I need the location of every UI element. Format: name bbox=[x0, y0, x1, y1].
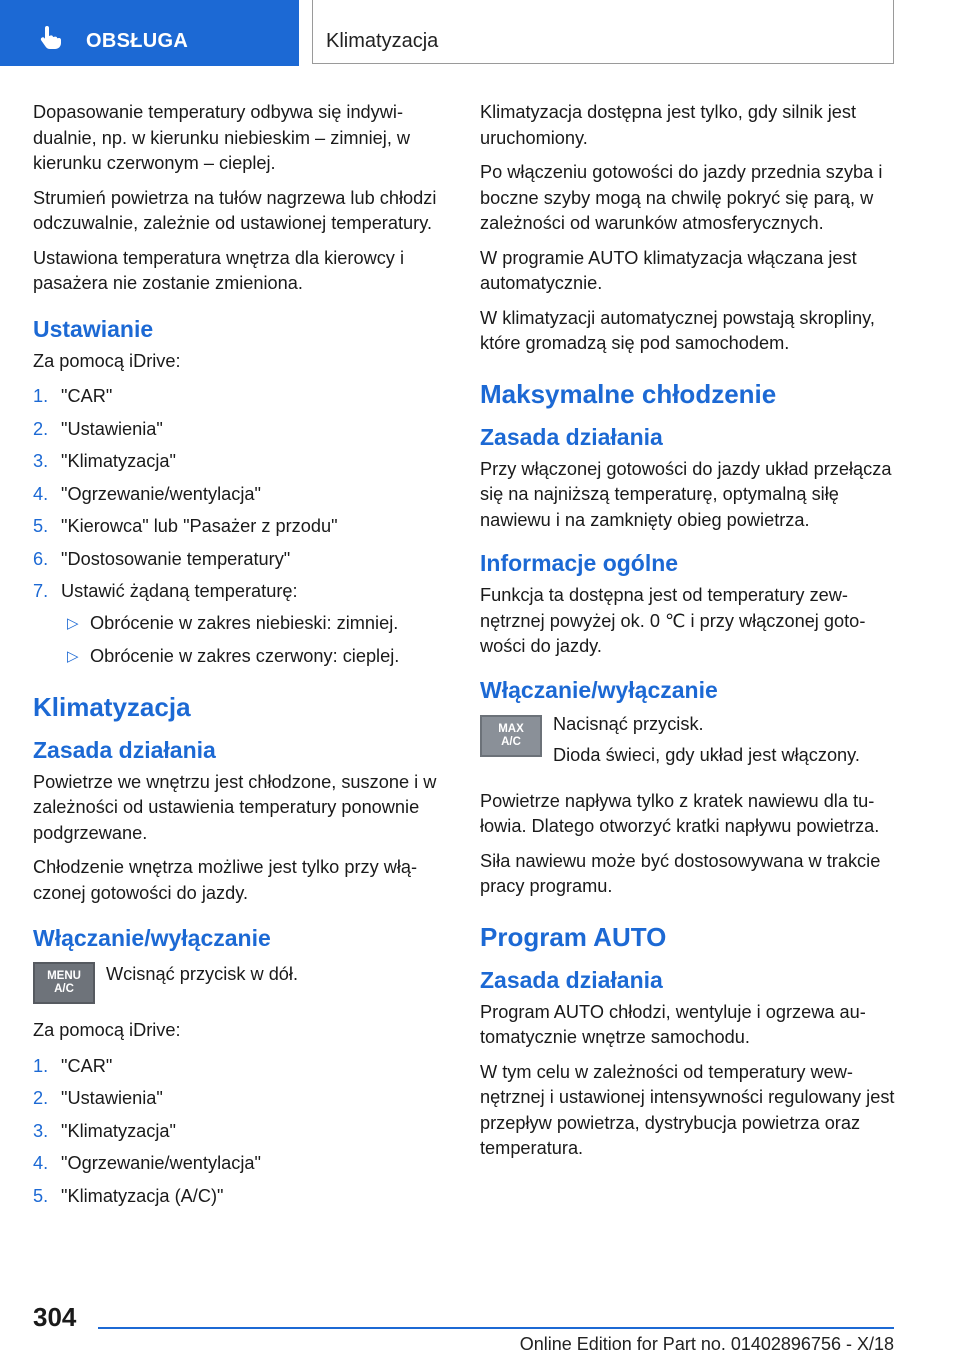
sub-list-item bbox=[61, 644, 451, 670]
heading-zasada-dzialania: Zasada działania bbox=[480, 423, 663, 450]
max-ac-button-icon bbox=[480, 715, 542, 757]
step-number: 3. bbox=[33, 1120, 49, 1141]
heading-wlaczanie: Włączanie/wyłączanie bbox=[480, 676, 718, 703]
list-item bbox=[33, 449, 451, 475]
step-number: 5. bbox=[33, 1185, 49, 1206]
paragraph: Funkcja ta dostępna jest od temperatury zewnętrznej powyżej ok. 0 ℃ i przy włączonej gotowości do jazdy. bbox=[480, 585, 866, 656]
paragraph: W tym celu w zależności od temperatury wewnętrznej i ustawionej intensywności regulowany jest przepływ powietrza, dystrybucja powietrza oraz temperatura. bbox=[480, 1061, 895, 1158]
button-label-line2: A/C bbox=[54, 983, 74, 995]
paragraph: Nacisnąć przycisk. bbox=[553, 713, 704, 734]
paragraph: Ustawiona temperatura wnętrza dla kierowcy i pasażera nie zostanie zmieniona. bbox=[33, 247, 404, 293]
paragraph: Strumień powietrza na tułów nagrzewa lub chłodzi odczuwalnie, zależnie od ustawionej temperatury. bbox=[33, 187, 437, 233]
step-text: "Klimatyzacja" bbox=[61, 451, 176, 471]
heading-maksymalne-chlodzenie: Maksymalne chłodzenie bbox=[480, 378, 777, 409]
step-number: 1. bbox=[33, 386, 49, 406]
step-text: "Ogrzewanie/wentylacja" bbox=[61, 483, 261, 504]
paragraph: Przy włączonej gotowości do jazdy układ przełącza się na najniższą temperaturę, optymalną siłę nawiewu i na zamknięty obieg powietrza. bbox=[480, 458, 892, 530]
sub-item-text: Obrócenie w zakres niebieski: zimniej. bbox=[90, 612, 399, 633]
step-number: 7. bbox=[33, 581, 49, 601]
step-number: 2. bbox=[33, 418, 49, 439]
heading-informacje-ogolne: Informacje ogólne bbox=[480, 550, 679, 576]
right-column bbox=[480, 100, 900, 1171]
heading-zasada-dzialania: Zasada działania bbox=[33, 736, 216, 763]
triangle-bullet-icon: ▷ bbox=[67, 648, 79, 665]
paragraph: Siła nawiewu może być dostosowywana w trakcie pracy programu. bbox=[480, 850, 881, 896]
footer-edition: Online Edition for Part no. 01402896756 - X/18 bbox=[519, 1334, 894, 1354]
step-text: "Kierowca" lub "Pasażer z przodu" bbox=[61, 516, 338, 536]
paragraph: Powietrze napływa tylko z kratek nawiewu dla tułowia. Dlatego otworzyć kratki napływu powietrza. bbox=[480, 790, 880, 836]
step-number: 6. bbox=[33, 548, 49, 569]
paragraph: Za pomocą iDrive: bbox=[33, 1020, 181, 1040]
paragraph: Wcisnąć przycisk w dół. bbox=[106, 964, 299, 984]
steps-list bbox=[33, 384, 451, 670]
step-number: 4. bbox=[33, 483, 49, 504]
heading-ustawianie: Ustawianie bbox=[33, 315, 154, 342]
button-label-line1: MAX bbox=[498, 722, 524, 735]
step-text: "Dostosowanie temperatury" bbox=[61, 548, 291, 569]
list-item bbox=[33, 514, 451, 540]
button-label-line2: A/C bbox=[501, 735, 521, 748]
list-item bbox=[33, 1054, 451, 1080]
list-item bbox=[33, 482, 451, 508]
triangle-bullet-icon: ▷ bbox=[67, 614, 79, 632]
section-title: OBSŁUGA bbox=[86, 30, 189, 52]
step-number: 5. bbox=[33, 516, 49, 536]
step-text: "Klimatyzacja" bbox=[61, 1120, 176, 1141]
paragraph: Dioda świeci, gdy układ jest włączony. bbox=[553, 745, 860, 765]
hand-pointer-icon bbox=[38, 24, 64, 50]
paragraph: Chłodzenie wnętrza możliwe jest tylko przy włączonej gotowości do jazdy. bbox=[33, 857, 418, 903]
steps-list bbox=[33, 1054, 451, 1210]
list-item bbox=[33, 1086, 451, 1112]
page-number: 304 bbox=[33, 1302, 77, 1332]
list-item bbox=[33, 1119, 451, 1145]
footer-divider bbox=[98, 1327, 894, 1329]
menu-ac-button-icon bbox=[33, 962, 95, 1004]
paragraph: W programie AUTO klimatyzacja włączana jest automatycznie. bbox=[480, 247, 857, 293]
paragraph: Za pomocą iDrive: bbox=[33, 350, 181, 371]
list-item bbox=[33, 579, 451, 670]
step-text: "CAR" bbox=[61, 386, 113, 406]
sub-item-text: Obrócenie w zakres czerwony: cieplej. bbox=[90, 646, 400, 666]
step-text: "Ustawienia" bbox=[61, 418, 163, 439]
heading-program-auto: Program AUTO bbox=[480, 921, 667, 952]
list-item bbox=[33, 384, 451, 410]
paragraph: Klimatyzacja dostępna jest tylko, gdy silnik jest uruchomiony. bbox=[480, 102, 857, 148]
button-text bbox=[106, 962, 298, 994]
left-column bbox=[33, 100, 451, 1221]
step-text: Ustawić żądaną temperaturę: bbox=[61, 581, 298, 601]
button-instruction bbox=[33, 962, 451, 1004]
page-header bbox=[0, 0, 960, 68]
step-number: 2. bbox=[33, 1088, 49, 1108]
sub-list bbox=[61, 611, 451, 670]
step-text: "CAR" bbox=[61, 1055, 113, 1076]
step-text: "Klimatyzacja (A/C)" bbox=[61, 1185, 224, 1206]
paragraph: Dopasowanie temperatury odbywa się indywidualnie, np. w kierunku niebieskim – zimniej, w kierunku czerwonym – cieplej. bbox=[33, 102, 411, 173]
list-item bbox=[33, 547, 451, 573]
step-number: 4. bbox=[33, 1153, 49, 1173]
list-item bbox=[33, 1184, 451, 1210]
paragraph: Po włączeniu gotowości do jazdy przednia szyba i boczne szyby mogą na chwilę pokryć się parą, w zależności od warunków atmosferycznych. bbox=[480, 162, 883, 233]
button-label-line1: MENU bbox=[47, 970, 81, 982]
heading-wlaczanie: Włączanie/wyłączanie bbox=[33, 925, 271, 951]
button-text bbox=[553, 712, 860, 775]
heading-klimatyzacja: Klimatyzacja bbox=[33, 691, 191, 722]
chapter-box bbox=[312, 0, 894, 64]
paragraph: Program AUTO chłodzi, wentyluje i ogrzewa automatycznie wnętrze samochodu. bbox=[480, 1001, 866, 1047]
paragraph: W klimatyzacji automatycznej powstają skropliny, które gromadzą się pod samochodem. bbox=[480, 307, 875, 353]
list-item bbox=[33, 417, 451, 443]
button-instruction bbox=[480, 712, 900, 775]
step-number: 1. bbox=[33, 1055, 49, 1076]
step-text: "Ogrzewanie/wentylacja" bbox=[61, 1153, 261, 1173]
paragraph: Powietrze we wnętrzu jest chłodzone, suszone i w zależności od ustawienia temperatury ponownie podgrzewane. bbox=[33, 771, 437, 843]
chapter-title: Klimatyzacja bbox=[326, 30, 439, 52]
step-number: 3. bbox=[33, 451, 49, 471]
sub-list-item bbox=[61, 611, 451, 637]
list-item bbox=[33, 1151, 451, 1177]
step-text: "Ustawienia" bbox=[61, 1088, 163, 1108]
section-tab bbox=[0, 0, 299, 66]
heading-zasada-dzialania: Zasada działania bbox=[480, 966, 663, 993]
